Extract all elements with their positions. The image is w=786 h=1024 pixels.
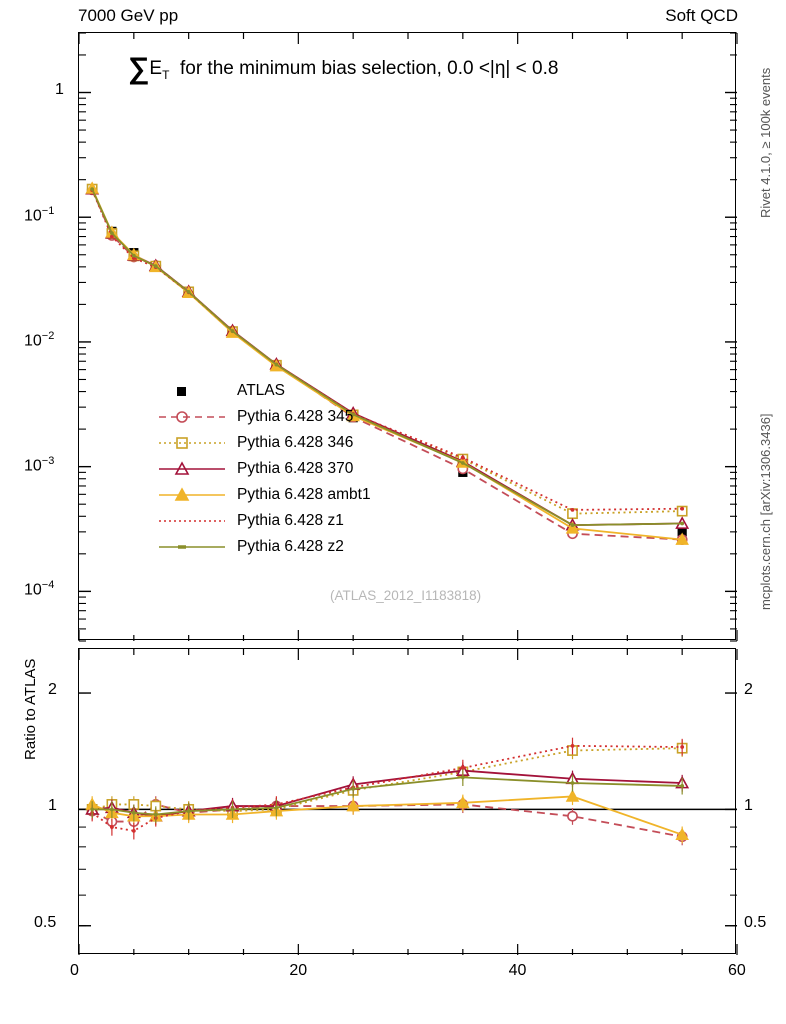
legend-item [155, 456, 371, 482]
ratio-y-tick-label: 1 [48, 797, 57, 815]
x-tick-label: 40 [508, 962, 527, 979]
ratio-y-axis-label: Ratio to ATLAS [22, 658, 39, 760]
ratio-y-tick-label-right: 2 [744, 681, 753, 699]
sum-symbol: ∑ [128, 52, 150, 85]
mcplots-label: mcplots.cern.ch [arXiv:1306.3436] [758, 413, 773, 610]
title-sub: T [162, 68, 170, 82]
main-y-tick-label: 1 [55, 80, 64, 98]
ratio-plot-panel [78, 648, 736, 954]
legend-item [155, 430, 371, 456]
legend-item [155, 404, 371, 430]
ratio-y-tick-label: 0.5 [34, 913, 57, 931]
legend-label: Pythia 6.428 345 [237, 408, 354, 425]
legend-symbol-ambt1 [155, 482, 233, 508]
plot-title [128, 52, 558, 86]
x-tick-label: 0 [70, 962, 79, 979]
legend-item [155, 482, 371, 508]
ratio-plot-svg [79, 649, 737, 955]
legend-label: Pythia 6.428 z2 [237, 538, 344, 555]
rivet-version-label: Rivet 4.1.0, ≥ 100k events [758, 67, 773, 218]
header-right-label: Soft QCD [665, 6, 738, 25]
main-y-tick-label: $10^{-2}$ [24, 329, 55, 350]
legend-symbol-z1 [155, 508, 233, 534]
header-left-label: 7000 GeV pp [78, 6, 179, 25]
main-y-tick-label: $10^{-3}$ [24, 454, 55, 474]
x-tick-label: 60 [728, 962, 746, 979]
legend-symbol-370 [155, 456, 233, 482]
main-y-tick-label: $10^{-4}$ [24, 579, 55, 599]
legend-label: ATLAS [237, 382, 285, 399]
ratio-y-tick-label: 2 [48, 681, 57, 699]
legend-symbol-z2 [155, 534, 233, 560]
legend-symbol-atlas [155, 378, 233, 404]
legend-label: Pythia 6.428 z1 [237, 512, 344, 529]
legend-item [155, 508, 371, 534]
legend-symbol-345 [155, 404, 233, 430]
legend-item [155, 378, 371, 404]
main-y-tick-label: $10^{-1}$ [24, 205, 55, 225]
ratio-y-tick-label-right: 1 [744, 797, 753, 815]
title-rest: for the minimum bias selection, 0.0 <|η| < 0.8 [179, 58, 559, 79]
title-e: E [149, 58, 163, 79]
ratio-y-tick-label-right: 0.5 [744, 913, 767, 931]
analysis-id-watermark: (ATLAS_2012_I1183818) [330, 588, 482, 603]
legend-item [155, 534, 371, 560]
legend-label: Pythia 6.428 ambt1 [237, 486, 371, 503]
legend-symbol-346 [155, 430, 233, 456]
legend-label: Pythia 6.428 346 [237, 434, 354, 451]
x-tick-label: 20 [289, 962, 308, 979]
legend [155, 378, 371, 560]
legend-label: Pythia 6.428 370 [237, 460, 354, 477]
